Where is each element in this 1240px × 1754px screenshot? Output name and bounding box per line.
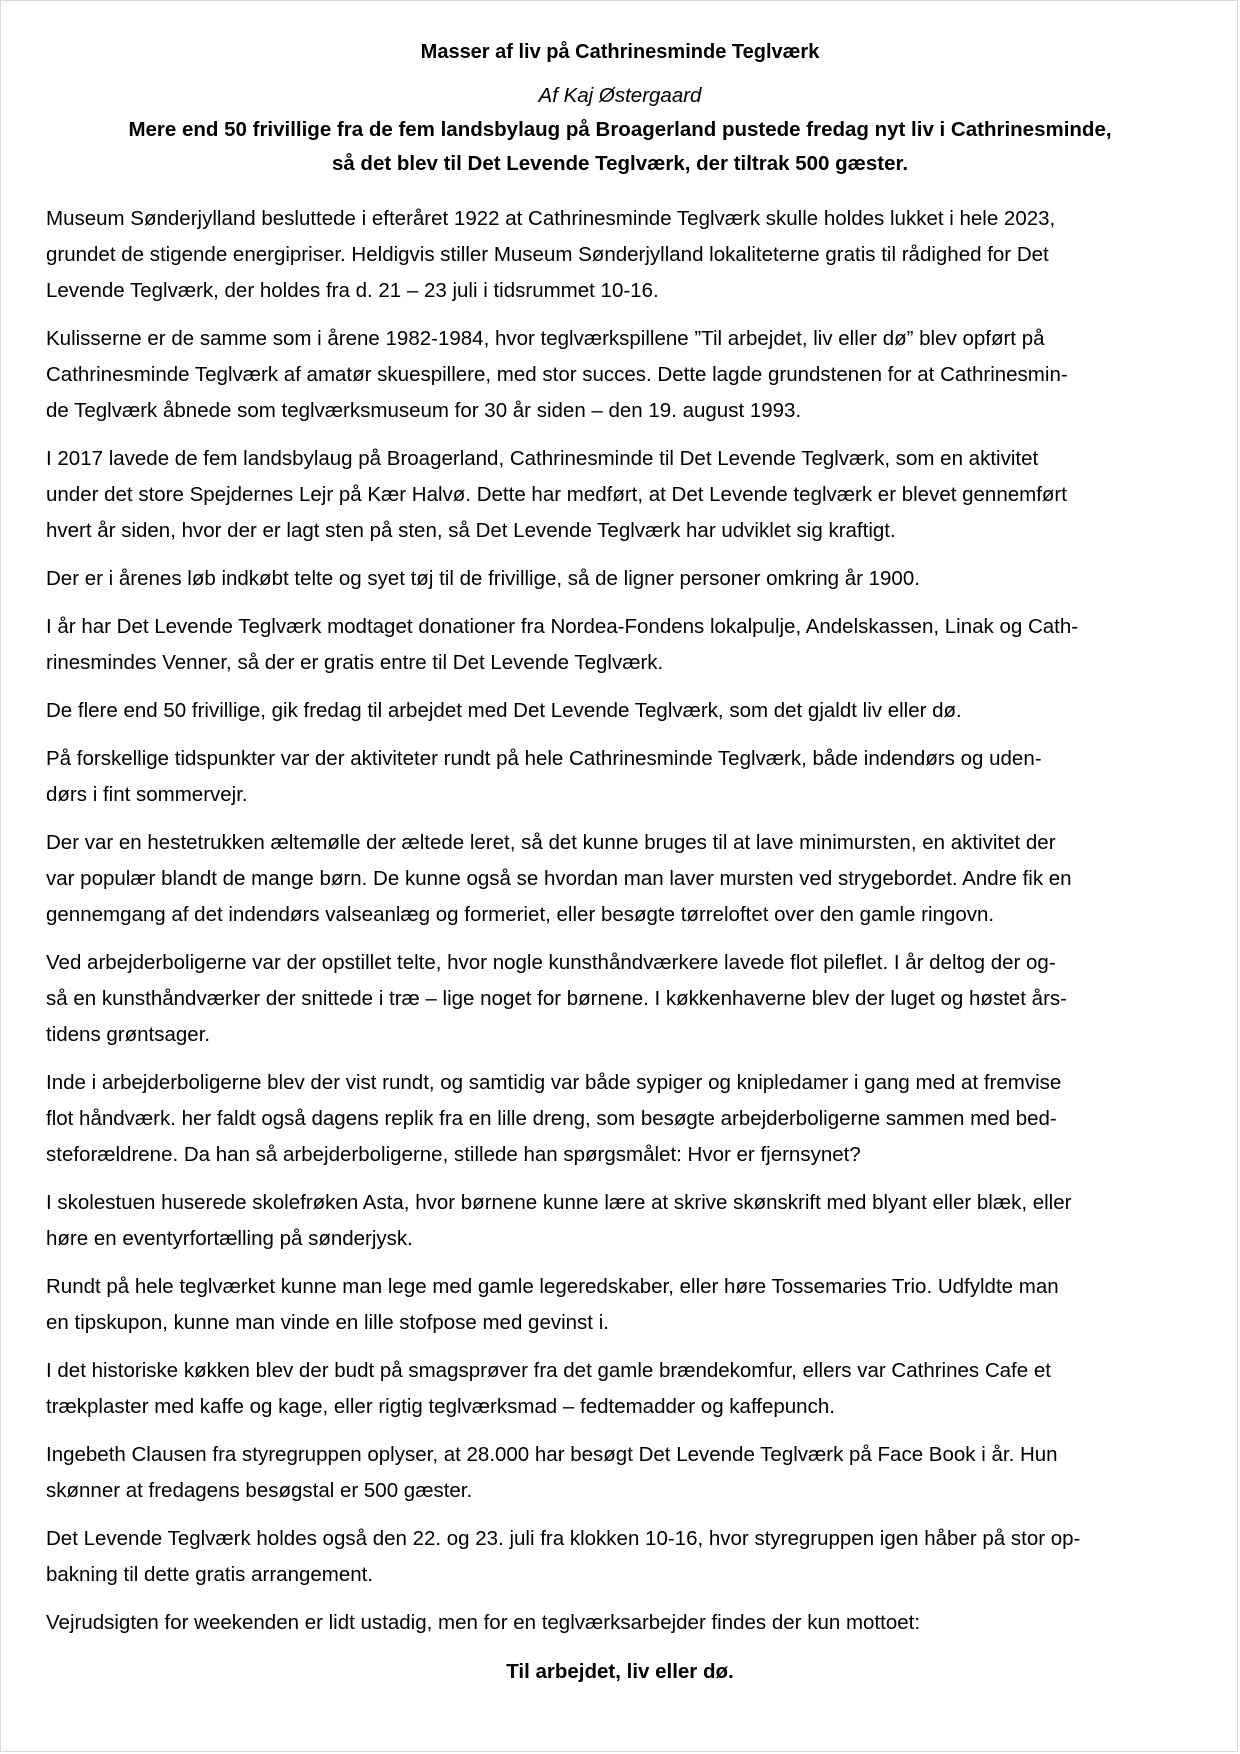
paragraph-line: Der er i årenes løb indkøbt telte og syet tøj til de frivillige, så de ligner personer omkring år 1900.: [46, 567, 920, 590]
paragraph: [46, 1185, 1194, 1257]
paragraph-line: så en kunsthåndværker der snittede i træ – lige noget for børnene. I køkkenhaverne blev der luget og høstet års-: [46, 987, 1067, 1010]
paragraph: [46, 609, 1194, 681]
paragraph-line: tidens grøntsager.: [46, 1023, 211, 1046]
paragraph-line: høre en eventyrfortælling på sønderjysk.: [46, 1227, 413, 1250]
paragraph-line: Ingebeth Clausen fra styregruppen oplyser, at 28.000 har besøgt Det Levende Teglværk på Face Book i år. Hun: [46, 1443, 1058, 1466]
paragraph-line: de Teglværk åbnede som teglværksmuseum for 30 år siden – den 19. august 1993.: [46, 399, 802, 422]
paragraph-line: grundet de stigende energipriser. Heldigvis stiller Museum Sønderjylland lokaliteterne gratis til rådighed for Det: [46, 243, 1049, 266]
paragraph-line: I det historiske køkken blev der budt på smagsprøver fra det gamle brændekomfur, ellers var Cathrines Cafe et: [46, 1359, 1051, 1382]
closing-motto: Til arbejdet, liv eller dø.: [506, 1660, 734, 1683]
paragraph: [46, 1521, 1194, 1593]
paragraph: [46, 825, 1194, 933]
paragraph-line: under det store Spejdernes Lejr på Kær Halvø. Dette har medført, at Det Levende teglværk er blevet gennemført: [46, 483, 1067, 506]
paragraph-line: rinesmindes Venner, så der er gratis entre til Det Levende Teglværk.: [46, 651, 664, 674]
paragraph-line: I år har Det Levende Teglværk modtaget donationer fra Nordea-Fondens lokalpulje, Andelskassen, Linak og Cath-: [46, 615, 1079, 638]
paragraph-line: Ved arbejderboligerne var der opstillet telte, hvor nogle kunsthåndværkere lavede flot pileflet. I år deltog der og-: [46, 951, 1056, 974]
paragraph: [46, 321, 1194, 429]
paragraph-line: bakning til dette gratis arrangement.: [46, 1563, 374, 1586]
paragraph-line: dørs i fint sommervejr.: [46, 783, 248, 806]
paragraph-line: en tipskupon, kunne man vinde en lille stofpose med gevinst i.: [46, 1311, 609, 1334]
lead-line: så det blev til Det Levende Teglværk, der tiltrak 500 gæster.: [331, 152, 909, 175]
paragraph: [46, 945, 1194, 1053]
paragraph-line: Vejrudsigten for weekenden er lidt ustadig, men for en teglværksarbejder findes der kun mottoet:: [46, 1611, 921, 1634]
paragraph-line: Kulisserne er de samme som i årene 1982-1984, hvor teglværkspillene ”Til arbejdet, liv eller dø” blev opført på: [46, 327, 1045, 350]
paragraph-line: Inde i arbejderboligerne blev der vist rundt, og samtidig var både sypiger og knipledamer i gang med at fremvise: [46, 1071, 1062, 1094]
paragraph: [46, 741, 1194, 813]
paragraph-line: var populær blandt de mange børn. De kunne også se hvordan man laver mursten ved strygebordet. Andre fik en: [46, 867, 1072, 890]
paragraph: [46, 1269, 1194, 1341]
paragraph: [46, 1065, 1194, 1173]
paragraph-line: hvert år siden, hvor der er lagt sten på sten, så Det Levende Teglværk har udviklet sig kraftigt.: [46, 519, 896, 542]
paragraph-line: I 2017 lavede de fem landsbylaug på Broagerland, Cathrinesminde til Det Levende Teglværk, som en aktivitet: [46, 447, 1039, 470]
paragraph: [46, 561, 1194, 597]
paragraph-line: Rundt på hele teglværket kunne man lege med gamle legeredskaber, eller høre Tossemaries Trio. Udfyldte man: [46, 1275, 1059, 1298]
paragraph: [46, 1353, 1194, 1425]
article-byline: Af Kaj Østergaard: [538, 84, 702, 107]
paragraph-line: flot håndværk. her faldt også dagens replik fra en lille dreng, som besøgte arbejderboligerne sammen med bed-: [46, 1107, 1057, 1130]
paragraph-line: Levende Teglværk, der holdes fra d. 21 – 23 juli i tidsrummet 10-16.: [46, 279, 659, 302]
paragraph-line: steforældrene. Da han så arbejderboligerne, stillede han spørgsmålet: Hvor er fjernsynet?: [46, 1143, 861, 1166]
paragraph-line: Der var en hestetrukken æltemølle der æltede leret, så det kunne bruges til at lave minimursten, en aktivitet der: [46, 831, 1056, 854]
paragraph-line: gennemgang af det indendørs valseanlæg og formeriet, eller besøgte tørreloftet over den gamle ringovn.: [46, 903, 995, 926]
paragraph-line: Det Levende Teglværk holdes også den 22. og 23. juli fra klokken 10-16, hvor styregruppen igen håber på stor op-: [46, 1527, 1081, 1550]
paragraph-line: Cathrinesminde Teglværk af amatør skuespillere, med stor succes. Dette lagde grundstenen for at Cathrinesmin-: [46, 363, 1068, 386]
paragraph: [46, 1605, 1194, 1641]
article-title: Masser af liv på Cathrinesminde Teglværk: [420, 41, 820, 63]
article-lead: [46, 113, 1194, 181]
paragraph-line: skønner at fredagens besøgstal er 500 gæster.: [46, 1479, 473, 1502]
paragraph: [46, 693, 1194, 729]
paragraph-line: trækplaster med kaffe og kage, eller rigtig teglværksmad – fedtemadder og kaffepunch.: [46, 1395, 835, 1418]
lead-line: Mere end 50 frivillige fra de fem landsbylaug på Broagerland pustede fredag nyt liv i Cathrinesminde,: [128, 118, 1112, 141]
paragraph-line: På forskellige tidspunkter var der aktiviteter rundt på hele Cathrinesminde Teglværk, både indendørs og uden-: [46, 747, 1042, 770]
paragraph-line: De flere end 50 frivillige, gik fredag til arbejdet med Det Levende Teglværk, som det gjaldt liv eller dø.: [46, 699, 962, 722]
paragraph: [46, 1437, 1194, 1509]
paragraph: [46, 441, 1194, 549]
paragraph-line: Museum Sønderjylland besluttede i efteråret 1922 at Cathrinesminde Teglværk skulle holdes lukket i hele 2023,: [46, 207, 1056, 230]
paragraph: [46, 201, 1194, 309]
paragraph-line: I skolestuen huserede skolefrøken Asta, hvor børnene kunne lære at skrive skønskrift med blyant eller blæk, eller: [46, 1191, 1072, 1214]
